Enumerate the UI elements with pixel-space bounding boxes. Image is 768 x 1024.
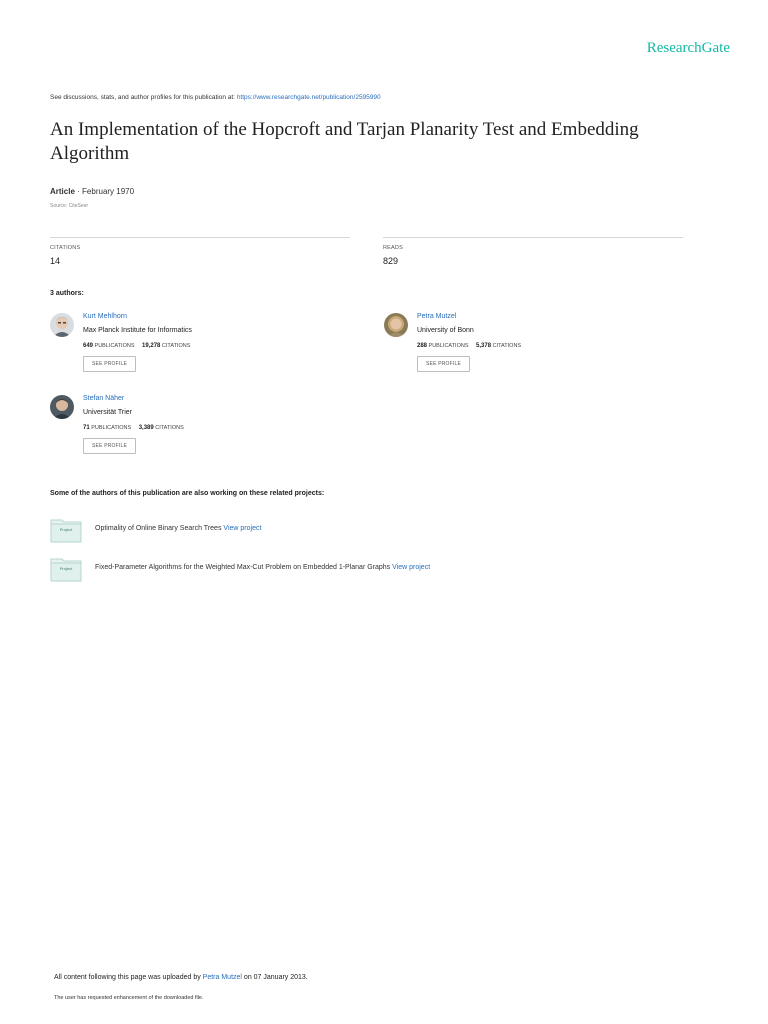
project-line <box>95 525 261 532</box>
citations-label: CITATIONS <box>50 245 81 251</box>
citations-stat <box>50 237 350 266</box>
discussion-text: See discussions, stats, and author profiles for this publication at: <box>50 94 235 101</box>
upload-info <box>54 974 308 981</box>
citations-value: 14 <box>50 256 61 266</box>
author-card <box>50 313 330 391</box>
citations-label: CITATIONS <box>155 425 184 431</box>
author-card <box>384 313 664 391</box>
publications-label: PUBLICATIONS <box>91 425 132 431</box>
author-counts <box>83 425 184 431</box>
citations-count: 5,378 <box>476 343 492 349</box>
author-avatar[interactable] <box>50 395 74 419</box>
publications-label: PUBLICATIONS <box>428 343 469 349</box>
publications-count: 71 <box>83 425 90 431</box>
upload-suffix: on 07 January 2013. <box>243 974 308 981</box>
see-profile-button[interactable]: SEE PROFILE <box>83 356 136 372</box>
project-icon-label: Project <box>59 566 73 571</box>
author-avatar[interactable] <box>384 313 408 337</box>
uploader-link[interactable]: Petra Mutzel <box>202 974 242 981</box>
enhancement-note: The user has requested enhancement of the downloaded file. <box>54 995 204 1001</box>
citations-label: CITATIONS <box>161 343 191 349</box>
reads-label: READS <box>383 245 403 251</box>
publications-count: 288 <box>417 343 428 349</box>
author-institution: University of Bonn <box>417 327 474 334</box>
project-line <box>95 564 430 571</box>
publication-type: Article <box>50 187 75 196</box>
author-avatar[interactable] <box>50 313 74 337</box>
reads-stat <box>383 237 683 266</box>
citations-count: 3,389 <box>138 425 154 431</box>
upload-prefix: All content following this page was uploaded by <box>54 974 201 981</box>
author-institution: Max Planck Institute for Informatics <box>83 327 192 334</box>
publication-source: Source: CiteSeer <box>50 203 89 209</box>
publication-date: February 1970 <box>82 187 135 196</box>
project-title: Fixed-Parameter Algorithms for the Weighted Max-Cut Problem on Embedded 1-Planar Graphs <box>95 564 391 571</box>
citations-count: 19,278 <box>142 343 161 349</box>
author-counts <box>83 343 190 349</box>
related-project <box>50 556 710 582</box>
author-name-link[interactable]: Petra Mutzel <box>417 313 457 320</box>
publication-url-link[interactable]: https://www.researchgate.net/publication/2595990 <box>236 94 381 101</box>
author-counts <box>417 343 521 349</box>
publications-count: 649 <box>83 343 94 349</box>
publication-meta <box>50 187 134 196</box>
related-project <box>50 517 710 543</box>
see-profile-button[interactable]: SEE PROFILE <box>83 438 136 454</box>
project-title: Optimality of Online Binary Search Trees <box>95 525 222 532</box>
authors-heading: 3 authors: <box>50 290 84 297</box>
author-name-link[interactable]: Kurt Mehlhorn <box>83 313 127 320</box>
view-project-link[interactable]: View project <box>223 525 262 532</box>
project-folder-icon <box>50 556 82 582</box>
view-project-link[interactable]: View project <box>392 564 431 571</box>
reads-value: 829 <box>383 256 399 266</box>
meta-separator: · <box>77 187 80 196</box>
project-icon-label: Project <box>59 527 73 532</box>
author-card <box>50 395 330 473</box>
related-projects-heading: Some of the authors of this publication are also working on these related projects: <box>50 490 325 497</box>
see-profile-button[interactable]: SEE PROFILE <box>417 356 470 372</box>
researchgate-logo[interactable]: ResearchGate <box>646 40 730 56</box>
author-institution: Universität Trier <box>83 409 133 416</box>
publication-title: An Implementation of the Hopcroft and Tarjan Planarity Test and Embedding Algorithm <box>50 119 639 164</box>
project-folder-icon <box>50 517 82 543</box>
publications-label: PUBLICATIONS <box>94 343 135 349</box>
author-name-link[interactable]: Stefan Näher <box>83 395 125 402</box>
discussion-line <box>50 94 381 101</box>
citations-label: CITATIONS <box>492 343 522 349</box>
